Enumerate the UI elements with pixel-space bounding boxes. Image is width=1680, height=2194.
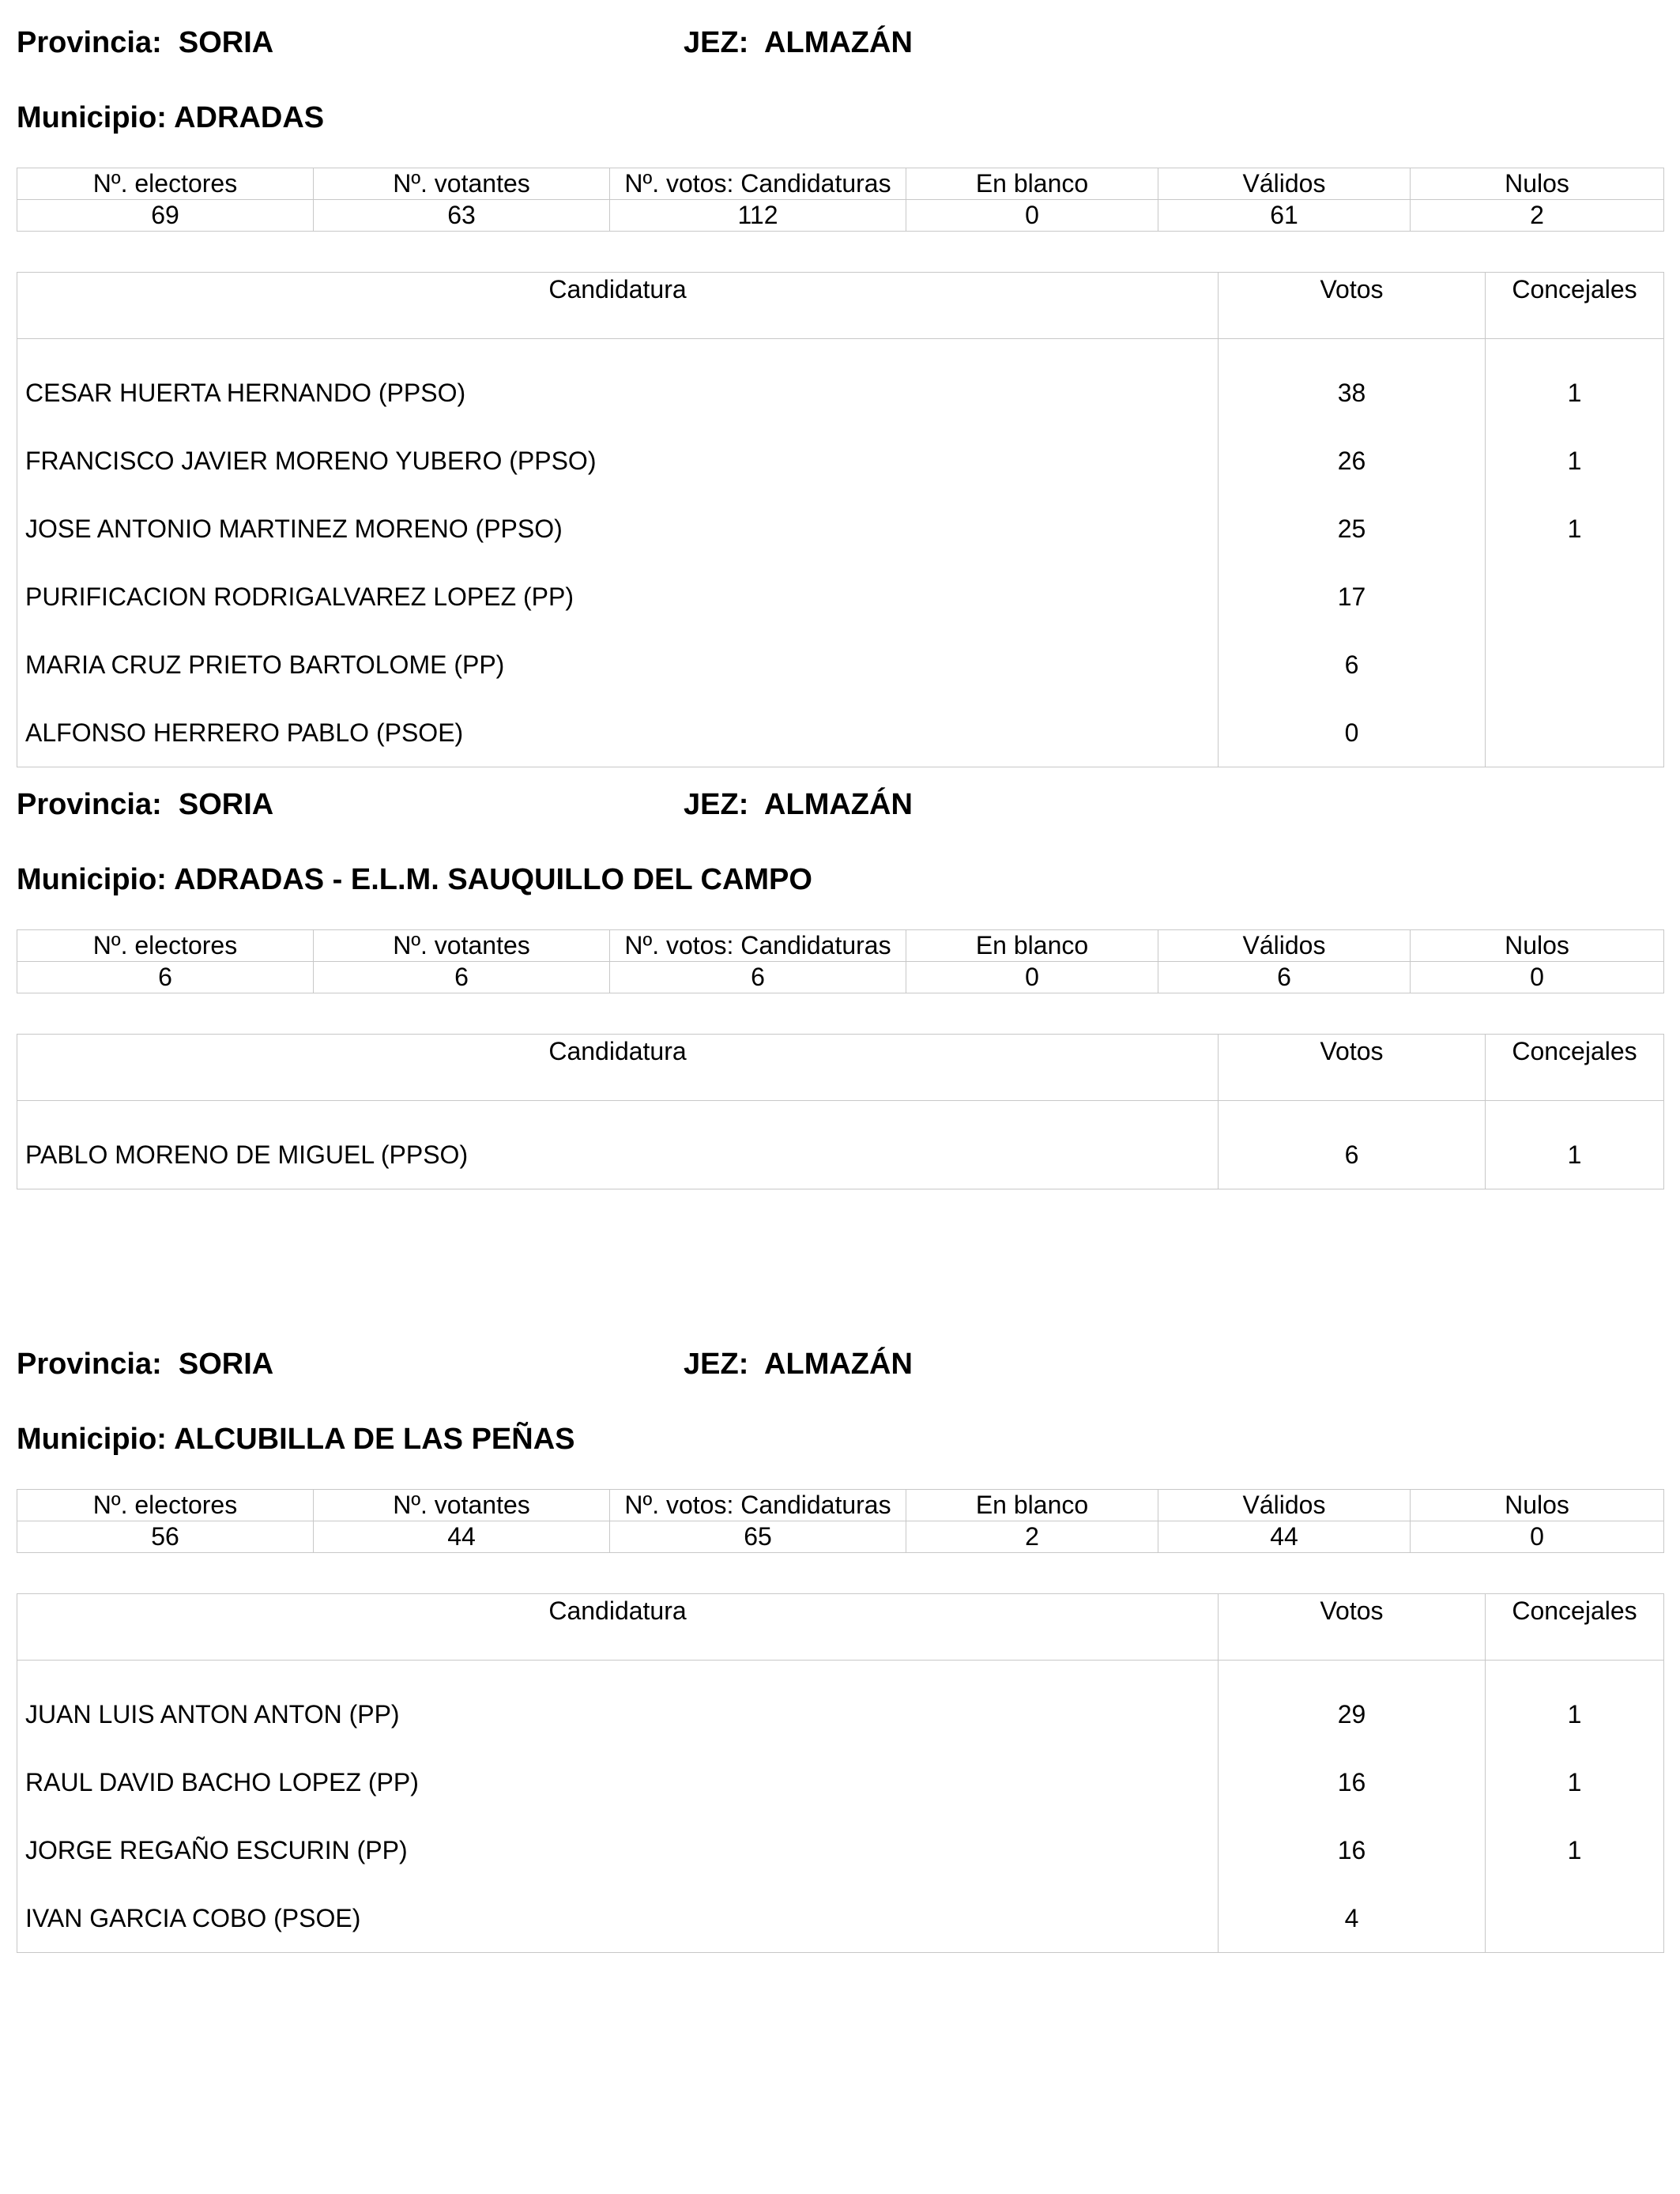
stats-header-en-blanco: En blanco xyxy=(906,168,1158,200)
candidate-row xyxy=(17,699,1664,767)
stats-value-nulos: 2 xyxy=(1411,200,1664,232)
jez-heading: JEZ: ALMAZÁN xyxy=(684,1348,913,1381)
stats-header-nulos: Nulos xyxy=(1411,1490,1664,1521)
stats-value-votantes: 44 xyxy=(314,1521,610,1553)
candidate-votes: 0 xyxy=(1219,699,1486,767)
candidates-header-concejales: Concejales xyxy=(1486,1594,1664,1661)
candidate-councillors: 1 xyxy=(1486,1748,1664,1816)
candidate-row xyxy=(17,1101,1664,1189)
stats-value-nulos: 0 xyxy=(1411,1521,1664,1553)
stats-header-votos-candidaturas: Nº. votos: Candidaturas xyxy=(610,168,906,200)
candidates-table xyxy=(17,272,1664,767)
candidates-header-candidatura: Candidatura xyxy=(17,273,1219,339)
candidate-name: RAUL DAVID BACHO LOPEZ (PP) xyxy=(17,1748,1219,1816)
candidates-table xyxy=(17,1034,1664,1189)
municipio-heading: Municipio: ALCUBILLA DE LAS PEÑAS xyxy=(17,1423,575,1456)
stats-value-votos-candidaturas: 112 xyxy=(610,200,906,232)
stats-header-nulos: Nulos xyxy=(1411,930,1664,962)
candidates-header-concejales: Concejales xyxy=(1486,1035,1664,1101)
stats-header-validos: Válidos xyxy=(1158,168,1411,200)
candidates-table xyxy=(17,1593,1664,1953)
candidate-votes: 6 xyxy=(1219,1101,1486,1189)
stats-value-validos: 6 xyxy=(1158,962,1411,993)
candidate-votes: 26 xyxy=(1219,427,1486,495)
candidate-votes: 4 xyxy=(1219,1884,1486,1953)
candidate-name: ALFONSO HERRERO PABLO (PSOE) xyxy=(17,699,1219,767)
candidate-row xyxy=(17,1748,1664,1816)
candidates-header-row xyxy=(17,1035,1664,1101)
stats-value-en-blanco: 0 xyxy=(906,200,1158,232)
stats-header-validos: Válidos xyxy=(1158,930,1411,962)
candidate-councillors: 1 xyxy=(1486,1661,1664,1749)
candidate-row xyxy=(17,563,1664,631)
candidates-header-candidatura: Candidatura xyxy=(17,1594,1219,1661)
candidate-votes: 6 xyxy=(1219,631,1486,699)
candidate-councillors: 1 xyxy=(1486,339,1664,428)
stats-header-en-blanco: En blanco xyxy=(906,930,1158,962)
stats-header-votos-candidaturas: Nº. votos: Candidaturas xyxy=(610,930,906,962)
jez-heading: JEZ: ALMAZÁN xyxy=(684,26,913,59)
provincia-heading: Provincia: SORIA xyxy=(17,788,274,821)
stats-value-votantes: 6 xyxy=(314,962,610,993)
candidate-votes: 25 xyxy=(1219,495,1486,563)
candidate-name: FRANCISCO JAVIER MORENO YUBERO (PPSO) xyxy=(17,427,1219,495)
municipio-heading: Municipio: ADRADAS xyxy=(17,101,325,134)
stats-value-row xyxy=(17,962,1664,993)
candidates-header-row xyxy=(17,273,1664,339)
candidate-row xyxy=(17,427,1664,495)
candidates-header-row xyxy=(17,1594,1664,1661)
candidate-row xyxy=(17,1661,1664,1749)
stats-header-row xyxy=(17,168,1664,200)
candidates-header-votos: Votos xyxy=(1219,273,1486,339)
stats-value-votos-candidaturas: 65 xyxy=(610,1521,906,1553)
candidate-name: JUAN LUIS ANTON ANTON (PP) xyxy=(17,1661,1219,1749)
stats-value-validos: 61 xyxy=(1158,200,1411,232)
provincia-heading: Provincia: SORIA xyxy=(17,26,274,59)
candidate-councillors: 1 xyxy=(1486,1816,1664,1884)
candidate-row xyxy=(17,631,1664,699)
stats-header-electores: Nº. electores xyxy=(17,930,314,962)
candidate-row xyxy=(17,1816,1664,1884)
provincia-heading: Provincia: SORIA xyxy=(17,1348,274,1381)
candidate-row xyxy=(17,339,1664,428)
stats-value-en-blanco: 0 xyxy=(906,962,1158,993)
candidate-councillors: 1 xyxy=(1486,427,1664,495)
candidate-votes: 17 xyxy=(1219,563,1486,631)
stats-value-electores: 56 xyxy=(17,1521,314,1553)
candidate-councillors xyxy=(1486,563,1664,631)
candidate-name: MARIA CRUZ PRIETO BARTOLOME (PP) xyxy=(17,631,1219,699)
stats-header-votos-candidaturas: Nº. votos: Candidaturas xyxy=(610,1490,906,1521)
candidate-votes: 16 xyxy=(1219,1748,1486,1816)
stats-value-row xyxy=(17,200,1664,232)
candidates-header-concejales: Concejales xyxy=(1486,273,1664,339)
stats-header-votantes: Nº. votantes xyxy=(314,168,610,200)
jez-heading: JEZ: ALMAZÁN xyxy=(684,788,913,821)
stats-header-validos: Válidos xyxy=(1158,1490,1411,1521)
candidates-header-candidatura: Candidatura xyxy=(17,1035,1219,1101)
stats-header-votantes: Nº. votantes xyxy=(314,930,610,962)
candidate-votes: 38 xyxy=(1219,339,1486,428)
stats-value-row xyxy=(17,1521,1664,1553)
candidates-header-votos: Votos xyxy=(1219,1594,1486,1661)
candidate-votes: 29 xyxy=(1219,1661,1486,1749)
stats-value-en-blanco: 2 xyxy=(906,1521,1158,1553)
stats-header-electores: Nº. electores xyxy=(17,1490,314,1521)
stats-value-nulos: 0 xyxy=(1411,962,1664,993)
candidate-councillors: 1 xyxy=(1486,495,1664,563)
candidate-name: CESAR HUERTA HERNANDO (PPSO) xyxy=(17,339,1219,428)
stats-value-electores: 6 xyxy=(17,962,314,993)
stats-table xyxy=(17,929,1664,993)
stats-table xyxy=(17,168,1664,232)
candidate-name: JOSE ANTONIO MARTINEZ MORENO (PPSO) xyxy=(17,495,1219,563)
candidate-councillors xyxy=(1486,631,1664,699)
candidate-councillors xyxy=(1486,1884,1664,1953)
stats-header-en-blanco: En blanco xyxy=(906,1490,1158,1521)
stats-header-electores: Nº. electores xyxy=(17,168,314,200)
stats-value-electores: 69 xyxy=(17,200,314,232)
stats-header-votantes: Nº. votantes xyxy=(314,1490,610,1521)
stats-table xyxy=(17,1489,1664,1553)
candidate-row xyxy=(17,495,1664,563)
candidate-name: PABLO MORENO DE MIGUEL (PPSO) xyxy=(17,1101,1219,1189)
candidates-header-votos: Votos xyxy=(1219,1035,1486,1101)
candidate-councillors: 1 xyxy=(1486,1101,1664,1189)
stats-value-validos: 44 xyxy=(1158,1521,1411,1553)
candidate-row xyxy=(17,1884,1664,1953)
municipio-heading: Municipio: ADRADAS - E.L.M. SAUQUILLO DEL CAMPO xyxy=(17,863,812,896)
stats-header-row xyxy=(17,1490,1664,1521)
stats-value-votantes: 63 xyxy=(314,200,610,232)
candidate-votes: 16 xyxy=(1219,1816,1486,1884)
stats-header-row xyxy=(17,930,1664,962)
candidate-councillors xyxy=(1486,699,1664,767)
stats-header-nulos: Nulos xyxy=(1411,168,1664,200)
candidate-name: JORGE REGAÑO ESCURIN (PP) xyxy=(17,1816,1219,1884)
candidate-name: IVAN GARCIA COBO (PSOE) xyxy=(17,1884,1219,1953)
candidate-name: PURIFICACION RODRIGALVAREZ LOPEZ (PP) xyxy=(17,563,1219,631)
stats-value-votos-candidaturas: 6 xyxy=(610,962,906,993)
